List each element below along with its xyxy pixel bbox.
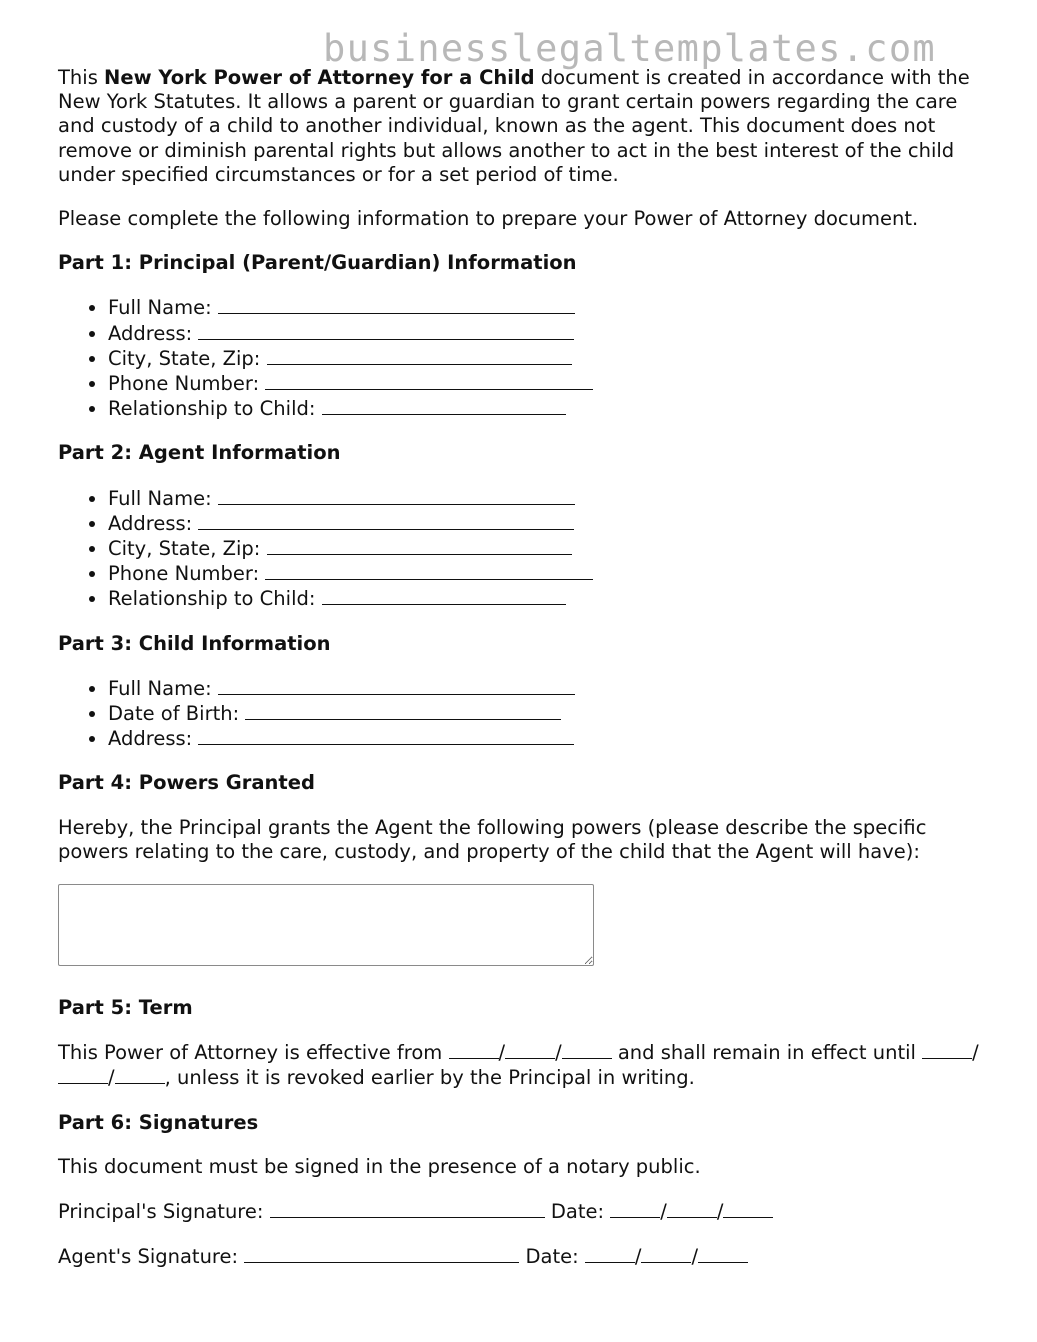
child-date-of-birth-blank[interactable] xyxy=(245,701,561,720)
part2-heading: Part 2: Agent Information xyxy=(58,441,341,465)
effective-until-year[interactable] xyxy=(115,1065,165,1084)
agent-address: • Address: xyxy=(108,511,988,536)
agent-full-name: • Full Name: xyxy=(108,486,988,511)
agent-date-day[interactable] xyxy=(641,1244,691,1263)
part4-heading: Part 4: Powers Granted xyxy=(58,771,315,795)
instruction-text: Please complete the following information to prepare your Power of Attorney document. xyxy=(58,207,919,231)
principal-date-month[interactable] xyxy=(610,1199,660,1218)
agent-date-year[interactable] xyxy=(698,1244,748,1263)
part6-heading: Part 6: Signatures xyxy=(58,1110,259,1134)
agent-phone-number-blank[interactable] xyxy=(265,561,593,580)
principal-city-state-zip-blank[interactable] xyxy=(267,346,572,365)
child-address: • Address: xyxy=(108,726,988,751)
agent-phone-number: • Phone Number: xyxy=(108,561,988,586)
principal-phone-number: • Phone Number: xyxy=(108,371,988,396)
intro-title: New York Power of Attorney for a Child xyxy=(104,66,535,89)
agent-city-state-zip-blank[interactable] xyxy=(267,536,572,555)
term-paragraph: This Power of Attorney is effective from / / and shall remain in effect until // , unless it is revoked earlier by the Principal in writing. xyxy=(58,1041,979,1090)
part1-field-list xyxy=(58,295,988,421)
child-full-name: • Full Name: xyxy=(108,676,988,701)
principal-relationship-blank[interactable] xyxy=(322,396,566,415)
principal-address: • Address: xyxy=(108,321,988,346)
principal-city-state-zip: • City, State, Zip: xyxy=(108,346,988,371)
agent-relationship: • Relationship to Child: xyxy=(108,586,988,611)
agent-relationship-blank[interactable] xyxy=(322,586,566,605)
principal-date-year[interactable] xyxy=(723,1199,773,1218)
effective-from-year[interactable] xyxy=(562,1040,612,1059)
part5-heading: Part 5: Term xyxy=(58,996,193,1020)
principal-signature-blank[interactable] xyxy=(270,1199,545,1218)
child-address-blank[interactable] xyxy=(198,726,574,745)
agent-date-month[interactable] xyxy=(585,1244,635,1263)
principal-full-name-blank[interactable] xyxy=(218,295,575,314)
powers-granted-textarea[interactable] xyxy=(58,884,594,966)
principal-phone-number-blank[interactable] xyxy=(265,371,593,390)
watermark: businesslegaltemplates.com xyxy=(323,27,936,70)
part3-heading: Part 3: Child Information xyxy=(58,631,331,655)
child-full-name-blank[interactable] xyxy=(218,676,575,695)
principal-date-day[interactable] xyxy=(667,1199,717,1218)
principal-full-name: • Full Name: xyxy=(108,295,988,320)
effective-until-month[interactable] xyxy=(922,1040,972,1059)
agent-address-blank[interactable] xyxy=(198,511,574,530)
principal-address-blank[interactable] xyxy=(198,321,574,340)
effective-until-day[interactable] xyxy=(58,1065,108,1084)
agent-signature-line: Agent's Signature: Date: / / xyxy=(58,1244,988,1269)
principal-relationship: • Relationship to Child: xyxy=(108,396,988,421)
effective-from-day[interactable] xyxy=(505,1040,555,1059)
intro-paragraph xyxy=(58,66,988,187)
intro-body: document is created in accordance with the New York Statutes. It allows a parent or guardian to grant certain powers regarding the care and custody of a child to another individual, known as the agent. This document does not remove or diminish parental rights but allows another to act in the best interest of the child under specified circumstances or for a set period of time. xyxy=(58,66,970,186)
effective-from-month[interactable] xyxy=(449,1040,499,1059)
agent-city-state-zip: • City, State, Zip: xyxy=(108,536,988,561)
part3-field-list xyxy=(58,676,988,752)
intro-prefix: This xyxy=(58,66,105,89)
child-date-of-birth: • Date of Birth: xyxy=(108,701,988,726)
document-body xyxy=(58,66,988,1290)
part6-text: This document must be signed in the presence of a notary public. xyxy=(58,1154,701,1178)
part4-text: Hereby, the Principal grants the Agent the following powers (please describe the specific powers relating to the care, custody, and property of the child that the Agent will have): xyxy=(58,815,927,863)
part1-heading: Part 1: Principal (Parent/Guardian) Information xyxy=(58,251,577,275)
part2-field-list xyxy=(58,486,988,612)
agent-signature-blank[interactable] xyxy=(244,1244,519,1263)
principal-signature-line: Principal's Signature: Date: / / xyxy=(58,1199,988,1224)
agent-full-name-blank[interactable] xyxy=(218,486,575,505)
